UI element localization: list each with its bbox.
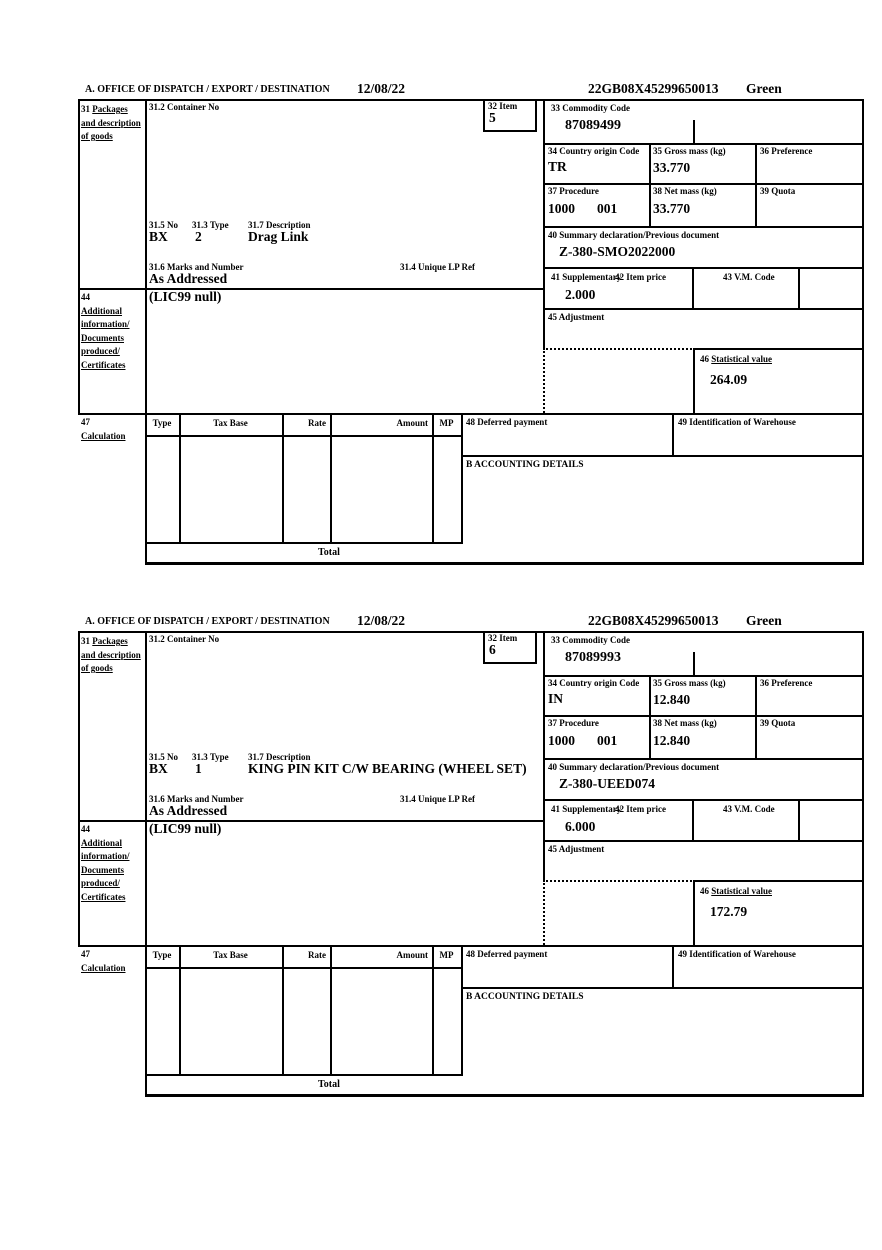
supplementary-value: 6.000 [565, 819, 596, 834]
divider [145, 1094, 864, 1097]
accounting-details-label: B ACCOUNTING DETAILS [466, 460, 584, 470]
deferred-payment-label: 48 Deferred payment [466, 949, 548, 959]
previous-document-value: Z-380-SMO2022000 [559, 244, 676, 259]
divider [543, 183, 864, 185]
divider [543, 99, 545, 350]
item-box [483, 99, 537, 132]
country-origin-label: 34 Country origin Code [548, 146, 640, 156]
divider [461, 455, 864, 457]
divider [755, 143, 757, 228]
item-price-label: 42 Item price [615, 272, 666, 282]
divider [693, 348, 864, 350]
divider [145, 542, 463, 544]
package-no-label: 31.5 No [149, 220, 178, 230]
divider [330, 413, 332, 542]
box47-label: 47 Calculation [81, 949, 126, 973]
item-label: 32 Item [488, 633, 518, 643]
rate-header: Rate [308, 418, 326, 428]
dispatch-date: 12/08/22 [357, 613, 406, 628]
gross-mass-value: 33.770 [653, 160, 691, 175]
amount-header: Amount [396, 950, 428, 960]
divider [179, 413, 181, 542]
divider [78, 99, 864, 101]
routing-status: Green [746, 81, 782, 96]
container-no-label: 31.2 Container No [149, 634, 220, 644]
country-origin-value: TR [548, 159, 567, 174]
divider [330, 945, 332, 1074]
divider [145, 435, 461, 437]
procedure-suffix-value: 001 [597, 733, 618, 748]
box47-label: 47 Calculation [81, 417, 126, 441]
declaration-item-section [78, 82, 864, 565]
mp-header: MP [439, 418, 454, 428]
divider [78, 99, 80, 415]
divider [693, 880, 695, 945]
procedure-suffix-value: 001 [597, 201, 618, 216]
office-of-dispatch-label: A. OFFICE OF DISPATCH / EXPORT / DESTINATION [85, 616, 330, 627]
divider [692, 799, 694, 842]
divider [78, 945, 864, 947]
divider [672, 945, 674, 987]
tax-type-header: Type [152, 418, 172, 428]
package-no-value: BX [149, 229, 168, 244]
movement-reference-number: 22GB08X45299650013 [588, 613, 719, 628]
divider [179, 945, 181, 1074]
supplementary-value: 2.000 [565, 287, 596, 302]
unique-lp-ref-label: 31.4 Unique LP Ref [400, 262, 476, 272]
divider [798, 799, 800, 842]
total-label: Total [318, 547, 340, 558]
country-origin-value: IN [548, 691, 564, 706]
warehouse-id-label: 49 Identification of Warehouse [678, 417, 796, 427]
declaration-item-section [78, 614, 864, 1097]
gross-mass-value: 12.840 [653, 692, 691, 707]
box31-label: 31 Packages and description of goods [81, 104, 141, 141]
divider [543, 799, 864, 801]
box31-label: 31 Packages and description of goods [81, 636, 141, 673]
procedure-value: 1000 [548, 201, 575, 216]
divider [78, 631, 864, 633]
divider [543, 631, 545, 882]
divider [649, 143, 651, 228]
divider [543, 267, 864, 269]
item-number: 5 [489, 110, 496, 125]
statistical-value-label: 46 Statistical value [700, 354, 772, 364]
tax-base-header: Tax Base [213, 950, 248, 960]
commodity-code-label: 33 Commodity Code [551, 103, 630, 113]
adjustment-label: 45 Adjustment [548, 312, 605, 322]
divider [672, 413, 674, 455]
dotted-divider [543, 348, 695, 350]
dotted-divider [543, 348, 545, 413]
item-number: 6 [489, 642, 496, 657]
commodity-code-label: 33 Commodity Code [551, 635, 630, 645]
net-mass-value: 33.770 [653, 201, 691, 216]
divider [862, 631, 864, 1097]
divider [543, 758, 864, 760]
country-origin-label: 34 Country origin Code [548, 678, 640, 688]
commodity-code-value: 87089499 [565, 118, 621, 133]
divider [798, 267, 800, 310]
rate-header: Rate [308, 950, 326, 960]
divider [432, 413, 434, 542]
divider [693, 348, 695, 413]
marks-label: 31.6 Marks and Number [149, 262, 244, 272]
divider [862, 99, 864, 565]
divider [649, 675, 651, 760]
marks-label: 31.6 Marks and Number [149, 794, 244, 804]
goods-description: KING PIN KIT C/W BEARING (WHEEL SET) [248, 761, 527, 776]
commodity-code-separator [693, 120, 695, 145]
procedure-label: 37 Procedure [548, 186, 599, 196]
routing-status: Green [746, 613, 782, 628]
quota-label: 39 Quota [760, 718, 796, 728]
movement-reference-number: 22GB08X45299650013 [588, 81, 719, 96]
previous-document-label: 40 Summary declaration/Previous document [548, 762, 720, 772]
warehouse-id-label: 49 Identification of Warehouse [678, 949, 796, 959]
divider [461, 945, 463, 1074]
divider [543, 143, 864, 145]
package-type-label: 31.3 Type [192, 220, 229, 230]
divider [543, 675, 864, 677]
divider [461, 413, 463, 542]
preference-label: 36 Preference [760, 146, 813, 156]
tax-base-header: Tax Base [213, 418, 248, 428]
divider [145, 562, 864, 565]
box44-label: 44 Additional information/ Documents produced/ Certificates [81, 292, 130, 370]
supplementary-label: 41 Supplementary [551, 272, 622, 282]
marks-value: As Addressed [149, 803, 228, 818]
divider [78, 631, 80, 947]
container-no-label: 31.2 Container No [149, 102, 220, 112]
office-of-dispatch-label: A. OFFICE OF DISPATCH / EXPORT / DESTINATION [85, 84, 330, 95]
unique-lp-ref-label: 31.4 Unique LP Ref [400, 794, 476, 804]
previous-document-label: 40 Summary declaration/Previous document [548, 230, 720, 240]
package-no-label: 31.5 No [149, 752, 178, 762]
previous-document-value: Z-380-UEED074 [559, 776, 656, 791]
divider [145, 1074, 463, 1076]
mp-header: MP [439, 950, 454, 960]
total-label: Total [318, 1079, 340, 1090]
divider [432, 945, 434, 1074]
preference-label: 36 Preference [760, 678, 813, 688]
quota-label: 39 Quota [760, 186, 796, 196]
statistical-value-label: 46 Statistical value [700, 886, 772, 896]
package-type-label: 31.3 Type [192, 752, 229, 762]
divider [282, 413, 284, 542]
tax-type-header: Type [152, 950, 172, 960]
amount-header: Amount [396, 418, 428, 428]
statistical-value: 264.09 [710, 372, 748, 387]
goods-description: Drag Link [248, 229, 309, 244]
item-price-label: 42 Item price [615, 804, 666, 814]
description-label: 31.7 Description [248, 220, 311, 230]
package-type-value: 1 [195, 761, 202, 776]
package-type-value: 2 [195, 229, 202, 244]
package-no-value: BX [149, 761, 168, 776]
vm-code-label: 43 V.M. Code [723, 804, 775, 814]
divider [543, 226, 864, 228]
supplementary-label: 41 Supplementary [551, 804, 622, 814]
divider [692, 267, 694, 310]
divider [543, 308, 864, 310]
net-mass-value: 12.840 [653, 733, 691, 748]
statistical-value: 172.79 [710, 904, 748, 919]
gross-mass-label: 35 Gross mass (kg) [653, 678, 726, 688]
divider [282, 945, 284, 1074]
additional-info-value: (LIC99 null) [149, 289, 222, 304]
item-label: 32 Item [488, 101, 518, 111]
vm-code-label: 43 V.M. Code [723, 272, 775, 282]
gross-mass-label: 35 Gross mass (kg) [653, 146, 726, 156]
divider [145, 967, 461, 969]
divider [693, 880, 864, 882]
marks-value: As Addressed [149, 271, 228, 286]
divider [461, 987, 864, 989]
commodity-code-value: 87089993 [565, 650, 621, 665]
adjustment-label: 45 Adjustment [548, 844, 605, 854]
divider [543, 715, 864, 717]
accounting-details-label: B ACCOUNTING DETAILS [466, 992, 584, 1002]
procedure-label: 37 Procedure [548, 718, 599, 728]
net-mass-label: 38 Net mass (kg) [653, 186, 717, 196]
dotted-divider [543, 880, 545, 945]
procedure-value: 1000 [548, 733, 575, 748]
item-box [483, 631, 537, 664]
dispatch-date: 12/08/22 [357, 81, 406, 96]
net-mass-label: 38 Net mass (kg) [653, 718, 717, 728]
commodity-code-separator [693, 652, 695, 677]
dotted-divider [543, 880, 695, 882]
additional-info-value: (LIC99 null) [149, 821, 222, 836]
divider [755, 675, 757, 760]
box44-label: 44 Additional information/ Documents produced/ Certificates [81, 824, 130, 902]
description-label: 31.7 Description [248, 752, 311, 762]
deferred-payment-label: 48 Deferred payment [466, 417, 548, 427]
divider [78, 413, 864, 415]
divider [543, 840, 864, 842]
